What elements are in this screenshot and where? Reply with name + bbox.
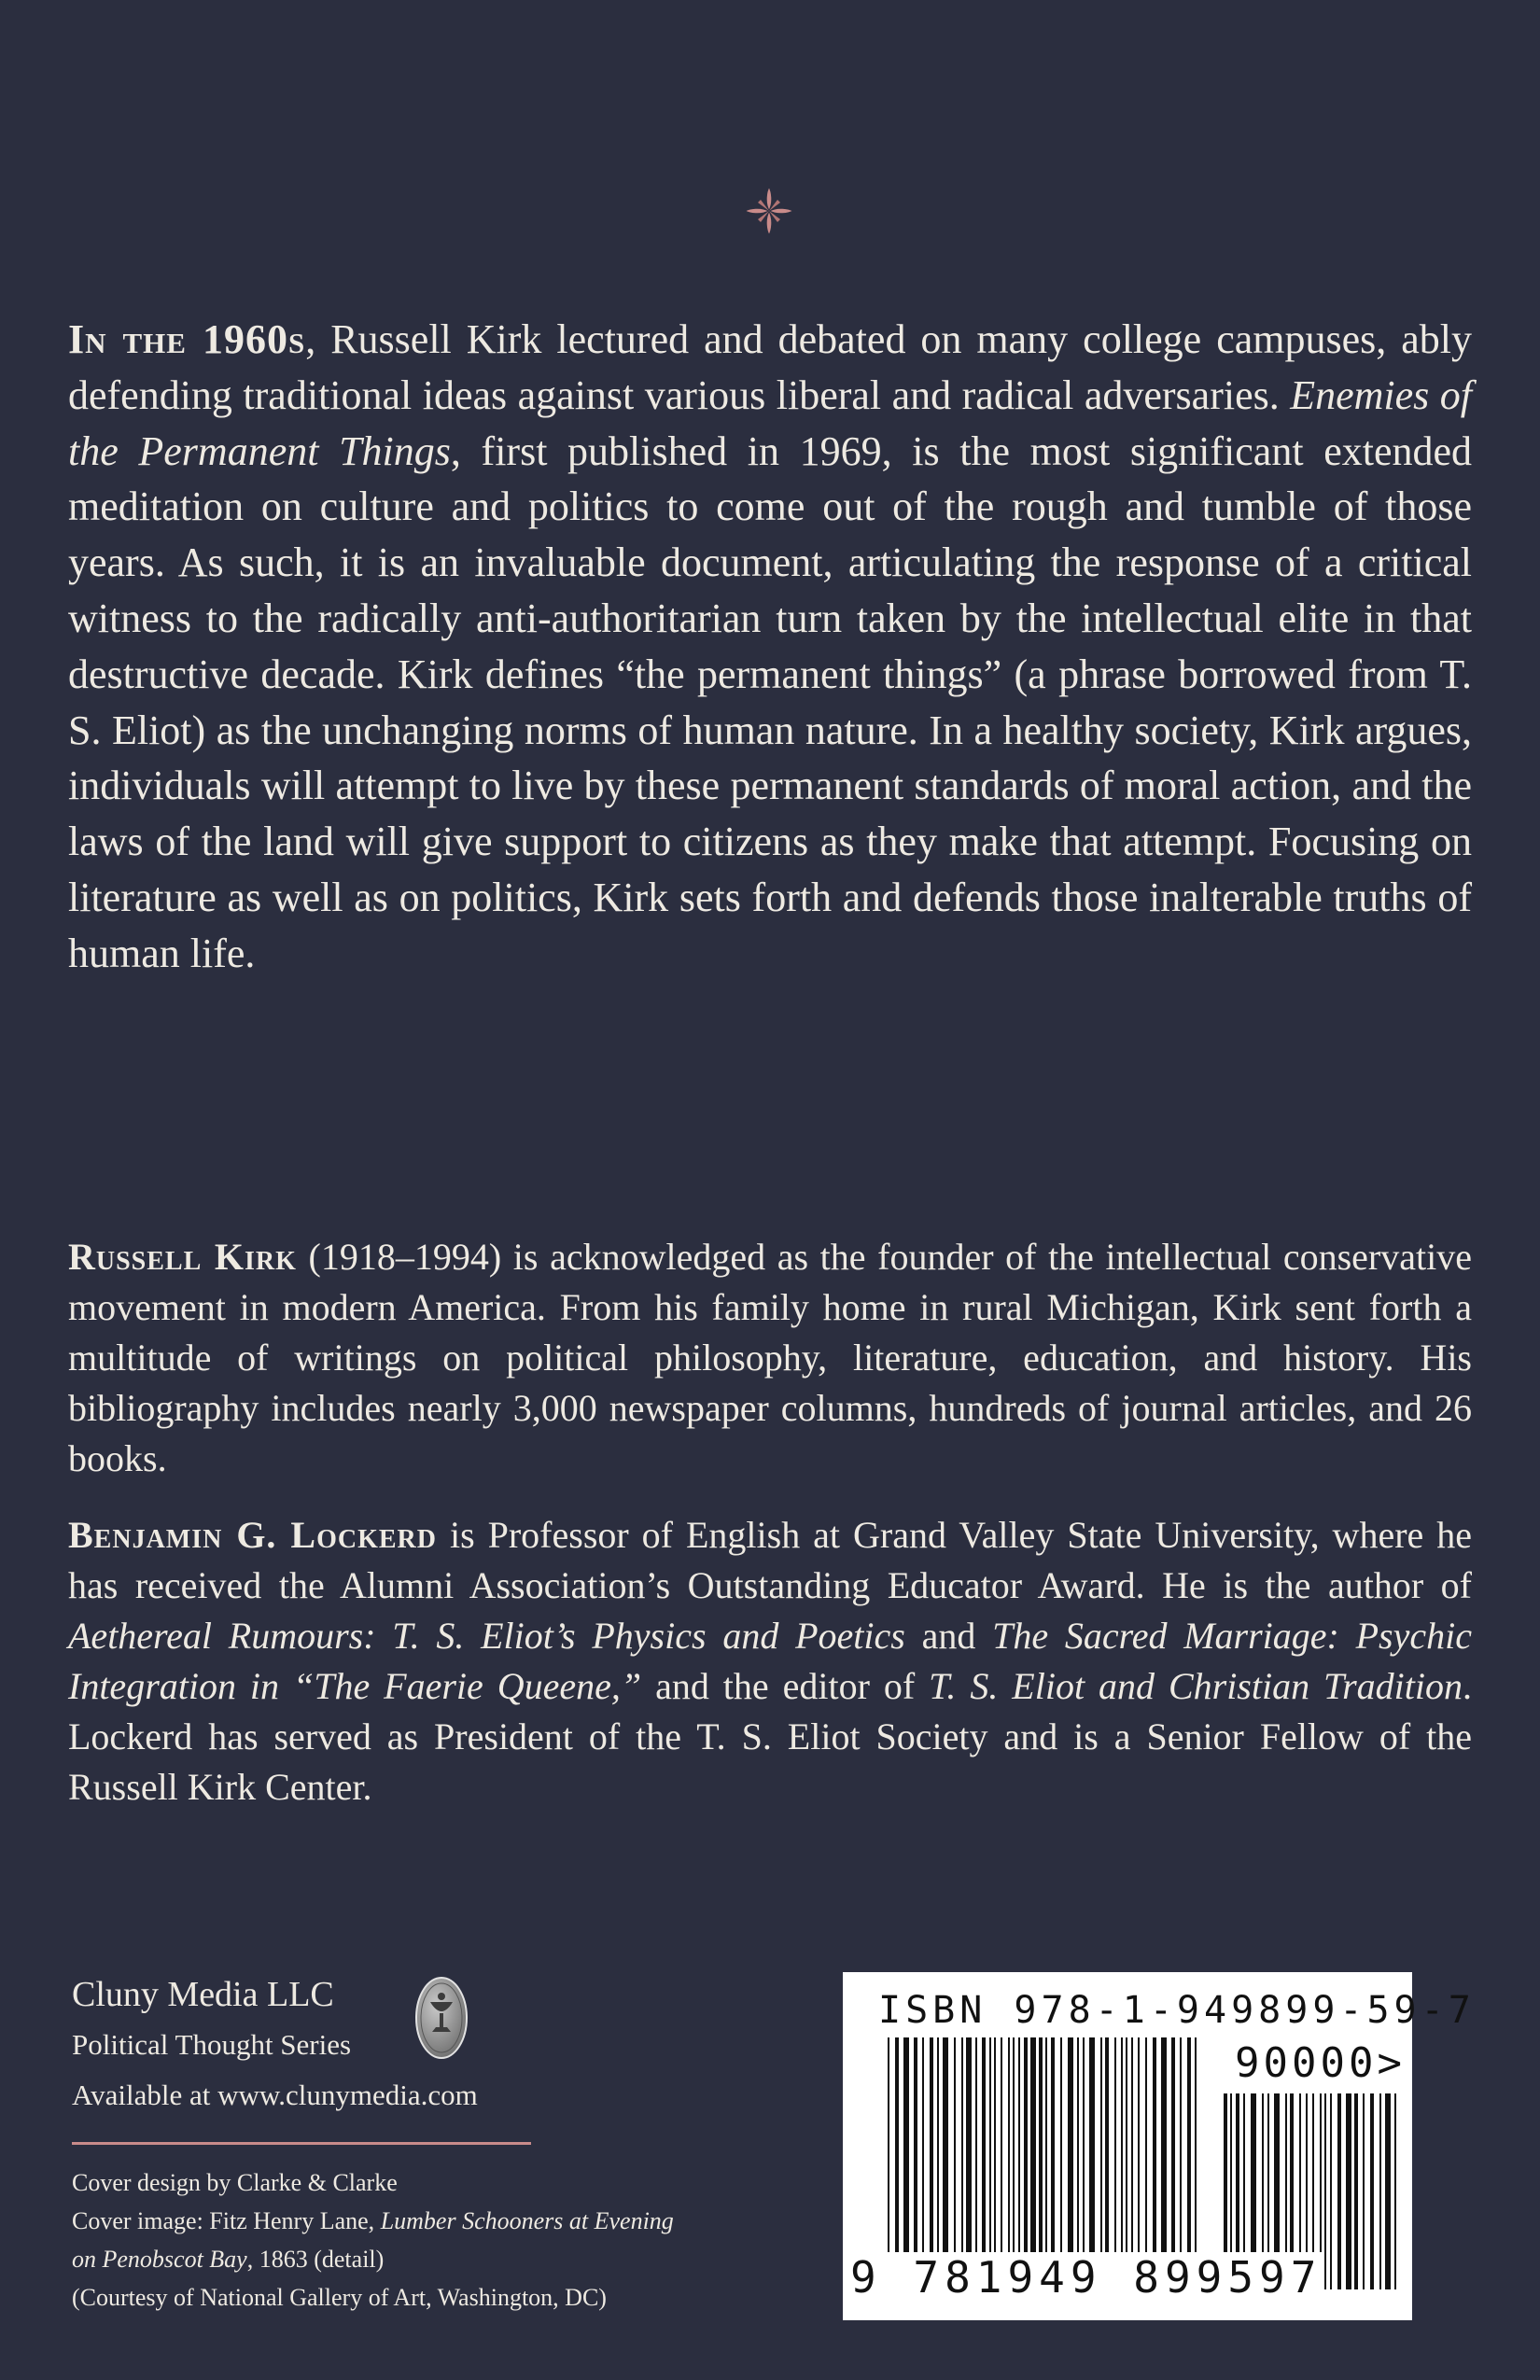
cover-image-credit-cont (72, 2240, 674, 2278)
author-bio (68, 1232, 1472, 1484)
chalice-seal-icon (414, 1976, 469, 2060)
author-bio-text: (1918–1994) is acknowledged as the founder of the intellectual conservative movement in modern America. From his family home in rural Michigan, Kirk sent forth a multitude of writings on political philosophy, literature, education, and history. His bibliography includes nearly 3,000 newspaper columns, hundreds of journal articles, and 26 books. (68, 1236, 1472, 1479)
divider-rule (72, 2142, 531, 2145)
blurb-lead: In the 1960s (68, 316, 306, 362)
series-name: Political Thought Series (72, 2028, 352, 2061)
cover-design-credit: Cover design by Clarke & Clarke (72, 2169, 398, 2196)
introducer-bio (68, 1510, 1472, 1813)
painting-title-2: on Penobscot Bay (72, 2246, 247, 2273)
cover-credits (72, 2163, 674, 2317)
blurb-text-2: , first published in 1969, is the most significant extended meditation on culture and politics to come out of the rough and tumble of those years. As such, it is an invaluable document, articulating the response of a critical witness to the radically anti-authoritarian turn taken by the intellectual elite in that destructive decade. Kirk defines “the permanent things” (a phrase borrowed from T. S. Eliot) as the unchanging norms of human nature. In a healthy society, Kirk argues, individuals will attempt to live by these permanent standards of moral action, and the laws of the land will give support to citizens as they make that attempt. Focusing on literature as well as on politics, Kirk sets forth and defends those inalterable truths of human life. (68, 427, 1473, 976)
painting-title-1: Lumber Schooners at Evening (380, 2207, 674, 2234)
isbn-text: ISBN 978-1-949899-59-7 (878, 1989, 1476, 2032)
introducer-name: Benjamin G. Lockerd (68, 1514, 437, 1556)
introducer-bio-text-1: is Professor of English at Grand Valley State University, where he has received the Alumni Association’s Outstanding Educator Award. He is the author of (68, 1514, 1472, 1606)
book-title: Enemies of the Permanent Things (68, 371, 1472, 474)
cover-image-credit (72, 2202, 674, 2240)
flower-ornament-icon (744, 186, 794, 236)
blurb-text-1: , Russell Kirk lectured and debated on many college campuses, ably defending traditional ideas against various liberal and radical adversaries. (68, 316, 1473, 418)
publisher-website: Available at www.clunymedia.com (72, 2079, 478, 2111)
introducer-bio-text-4: . Lockerd has served as President of the T. S. Eliot Society and is a Senior Fellow of the Russell Kirk Center. (68, 1665, 1472, 1808)
publisher-name: Cluny Media LLC (72, 1975, 334, 2014)
ean-digits: 9 781949 899597 (850, 2252, 1323, 2303)
isbn-barcode (843, 1972, 1476, 2320)
introducer-book-2: The Sacred Marriage: Psychic Integration in “The Faerie Queene,” (68, 1615, 1472, 1707)
introducer-book-3: T. S. Eliot and Christian Tradition (929, 1665, 1463, 1707)
book-description (68, 312, 1472, 982)
price-addon: 90000> (1235, 2039, 1406, 2087)
author-name: Russell Kirk (68, 1236, 297, 1278)
introducer-book-1: Aethereal Rumours: T. S. Eliot’s Physics and Poetics (68, 1615, 905, 1657)
introducer-bio-text-3: and the editor of (641, 1665, 930, 1707)
cover-image-prefix: Cover image: Fitz Henry Lane, (72, 2207, 381, 2234)
introducer-bio-text-2: and (904, 1615, 993, 1657)
courtesy-credit: (Courtesy of National Gallery of Art, Washington, DC) (72, 2284, 607, 2311)
painting-date: , 1863 (detail) (246, 2246, 385, 2273)
